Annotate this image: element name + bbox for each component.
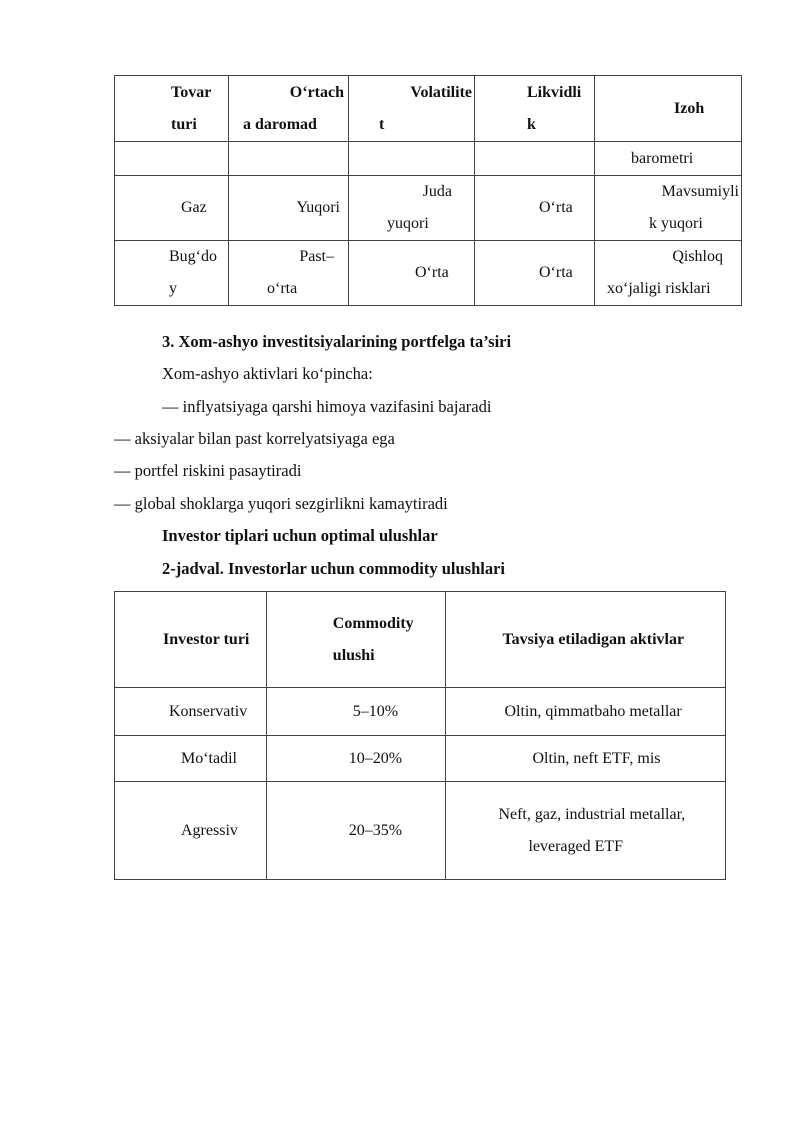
cell-text: yuqori	[387, 215, 429, 232]
table1-header-text: a daromad	[243, 115, 317, 133]
table-cell	[349, 176, 475, 241]
table-cell	[229, 241, 349, 306]
cell-text: O‘rta	[539, 264, 573, 281]
table1-header-cell	[475, 76, 595, 142]
table-caption: 2-jadval. Investorlar uchun commodity ulushlari	[162, 559, 506, 578]
cell-text: Mo‘tadil	[181, 749, 237, 767]
table1-header-text: Likvidli	[527, 83, 582, 101]
table1-header-cell	[115, 76, 229, 142]
table1-header-text: t	[379, 115, 385, 133]
cell-text: Konservativ	[169, 702, 248, 720]
table-cell	[115, 142, 229, 176]
cell-text: Oltin, qimmatbaho metallar	[504, 702, 682, 720]
cell-text: Mavsumiyli	[661, 183, 739, 200]
table2-header-cell	[115, 592, 267, 688]
table2-header-cell	[266, 592, 446, 688]
table2-header-text: ulushi	[332, 646, 375, 664]
section-intro: Xom-ashyo aktivlari ko‘pincha:	[162, 364, 373, 383]
table-cell	[266, 736, 446, 782]
cell-text: 20–35%	[348, 821, 403, 839]
bullet-item: — aksiyalar bilan past korrelyatsiyaga ega	[114, 429, 395, 448]
table-cell	[475, 142, 595, 176]
table-cell	[266, 782, 446, 880]
table-cell	[115, 736, 267, 782]
cell-text: Juda	[422, 183, 452, 200]
cell-text: y	[169, 280, 177, 297]
table-row	[115, 782, 726, 880]
subheading: Investor tiplari uchun optimal ulushlar	[162, 526, 438, 545]
table-cell	[446, 688, 726, 736]
cell-text: xo‘jaligi risklari	[607, 280, 711, 297]
table-row	[115, 142, 742, 176]
table1-header-row	[115, 76, 742, 142]
cell-text: 10–20%	[348, 749, 403, 767]
table-row	[115, 688, 726, 736]
cell-text: Oltin, neft ETF, mis	[532, 749, 661, 767]
cell-text: O‘rta	[539, 199, 573, 216]
cell-text: Past–	[299, 248, 334, 265]
cell-text: 5–10%	[352, 702, 399, 720]
table1-header-cell	[229, 76, 349, 142]
commodity-table-1	[114, 75, 742, 306]
bullet-item: — portfel riskini pasaytiradi	[114, 461, 302, 480]
table-cell	[115, 688, 267, 736]
table-row	[115, 736, 726, 782]
table1-header-text: k	[527, 115, 536, 133]
cell-text: k yuqori	[649, 215, 703, 232]
cell-text: Bug‘do	[169, 248, 217, 265]
cell-text: Neft, gaz, industrial metallar,	[498, 805, 686, 823]
table1-header-cell	[595, 76, 742, 142]
table1-header-text: O‘rtach	[289, 83, 344, 101]
table-cell	[475, 176, 595, 241]
table1-header-cell	[349, 76, 475, 142]
table2-header-row	[115, 592, 726, 688]
table2-header-text: Tavsiya etiladigan aktivlar	[502, 630, 685, 648]
table-cell	[595, 142, 742, 176]
table-row	[115, 241, 742, 306]
table-cell	[229, 176, 349, 241]
table-cell	[115, 241, 229, 306]
table1-header-text: Izoh	[674, 99, 705, 117]
table-cell	[475, 241, 595, 306]
table-cell	[595, 241, 742, 306]
table2-header-text: Investor turi	[163, 630, 250, 648]
table1-header-text: turi	[171, 115, 197, 133]
cell-text: barometri	[631, 149, 694, 167]
table-cell	[115, 176, 229, 241]
bullet-item: — global shoklarga yuqori sezgirlikni kamaytiradi	[114, 494, 448, 513]
table2-header-text: Commodity	[332, 614, 414, 632]
table-cell	[349, 241, 475, 306]
table-cell	[446, 782, 726, 880]
cell-text: Agressiv	[181, 821, 238, 839]
table-cell	[349, 142, 475, 176]
table2-header-cell	[446, 592, 726, 688]
table-cell	[115, 782, 267, 880]
cell-text: Qishloq	[672, 248, 723, 265]
cell-text: Gaz	[181, 199, 207, 216]
cell-text: Yuqori	[296, 199, 340, 216]
bullet-item: — inflyatsiyaga qarshi himoya vazifasini bajaradi	[162, 397, 492, 416]
cell-text: o‘rta	[267, 280, 298, 297]
cell-text: O‘rta	[415, 264, 449, 281]
investor-share-table	[114, 591, 726, 880]
table-cell	[446, 736, 726, 782]
table1-header-text: Tovar	[171, 83, 212, 101]
section-heading: 3. Xom-ashyo investitsiyalarining portfelga ta’siri	[162, 332, 512, 351]
table-cell	[595, 176, 742, 241]
table-cell	[229, 142, 349, 176]
table1-header-text: Volatilite	[410, 83, 472, 101]
cell-text: leveraged ETF	[528, 837, 624, 855]
table-cell	[266, 688, 446, 736]
table-row	[115, 176, 742, 241]
